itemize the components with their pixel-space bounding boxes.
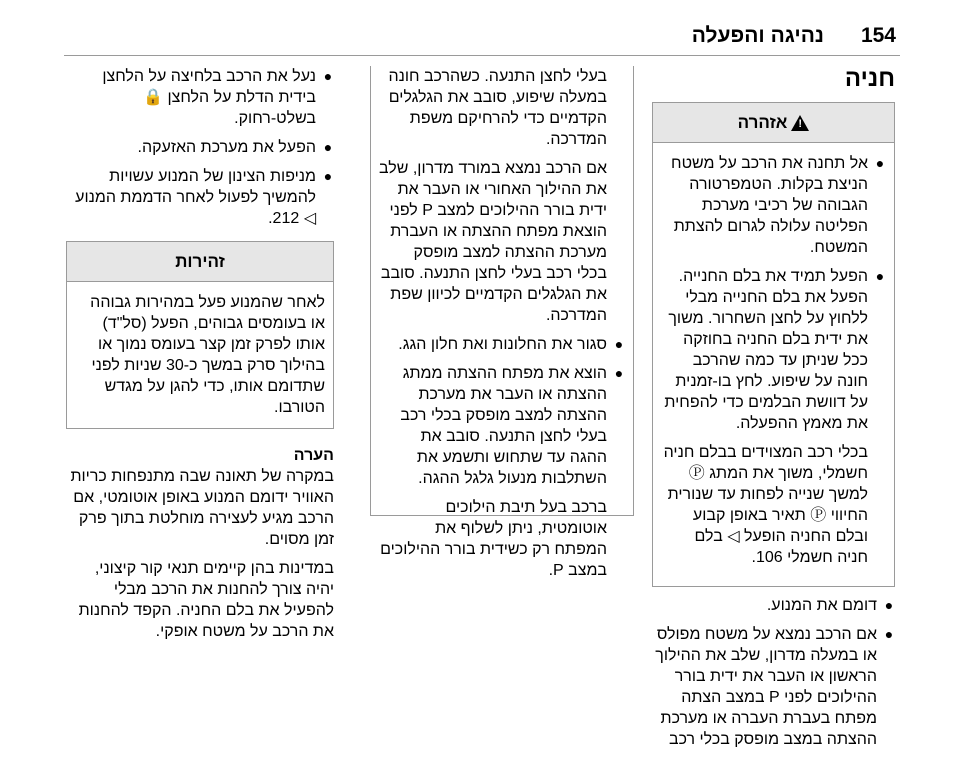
caution-header <box>67 242 333 282</box>
bullet-icon: ● <box>323 68 333 84</box>
paragraph: בעלי לחצן התנעה. כשהרכב חונה במעלה שיפוע, סובב את הגלגלים הקדמיים כדי להרחיקם משפת המדרכה. <box>388 68 607 148</box>
caution-title: זהירות <box>175 252 225 271</box>
note-paragraph: במקרה של תאונה שבה מתנפחות כריות האוויר ידומם המנוע באופן אוטומטי, אם הרכב מגיע לעצירה מוחלטת בתוך פרק זמן מסוים. <box>70 468 334 548</box>
warning-body <box>653 143 894 586</box>
left-column <box>66 66 334 650</box>
right-column <box>652 66 895 758</box>
caution-body: לאחר שהמנוע פעל במהירות גבוהה או בעומסים גבוהים, הפעל (סל"ד) אותו לפרק זמן קצר בעומס נמוך או בהילוך סרק במשך כ-30 שניות לפני שתדומם אותו, כדי להגן על מגדש הטורבו. <box>90 294 325 416</box>
bullet-icon: ● <box>323 139 333 155</box>
after-warning-list <box>652 595 895 750</box>
middle-box <box>370 66 634 579</box>
header-rule <box>64 55 900 56</box>
list-item: ● סגור את החלונות ואת חלון הגג. <box>398 336 624 353</box>
list-item: ● מניפות הצינון של המנוע עשויות להמשיך לפעול לאחר הדממת המנוע ◁ 212. <box>75 168 333 227</box>
caution-box <box>66 241 334 429</box>
automatic-transmission-paragraph: ברכב בעל תיבת הילוכים אוטומטית, ניתן לשלוף את המפתח רק כשידית בורר ההילוכים במצב P. <box>380 499 607 579</box>
bullet-icon: ● <box>884 626 894 642</box>
list-item: ● הפעל את מערכת האזעקה. <box>137 139 333 156</box>
bullet-icon: ● <box>614 336 624 352</box>
list-item: ● אם הרכב נמצא על משטח מפולס או במעלה מדרון, שלב את ההילוך הראשון או העבר את ידית בורר ההילוכים לפני P במצב הצתה מפתח בעברת העברה או מערכת ההצתה במצב מופסק בכלי רכב <box>655 626 894 748</box>
warning-box <box>652 102 895 587</box>
list-item: ● דומם את המנוע. <box>766 597 894 614</box>
section-title: חניה <box>844 65 895 92</box>
warning-header <box>653 103 894 143</box>
warning-bullet: ● הפעל תמיד את בלם החנייה. הפעל את בלם החנייה מבלי ללחוץ על לחצן השחרור. משוך את ידית בלם החניה בחוזקה ככל שניתן עד כמה שהרכב חונה על שיפוע. לחץ בו-זמנית על דוושת הבלמים כדי להפחית את מאמץ ההפעלה. <box>664 268 885 432</box>
running-title: נהיגה והפעלה <box>691 24 824 47</box>
note-title: הערה <box>293 447 334 464</box>
paragraph: אם הרכב נמצא במורד מדרון, שלב את ההילוך האחורי או העבר את ידית בורר ההילוכים למצב P לפני הוצאת מפתח ההצתה או העברת מערכת ההצתה למצב מופסק בכלי רכב בעלי לחצן התנעה. סובב את הגלגלים הקדמיים לכיוון שפת המדרכה. <box>379 160 607 324</box>
list-item: ● נעל את הרכב בלחיצה על הלחצן בידית הדלת על הלחצן 🔒 בשלט-רחוק. <box>102 68 333 127</box>
note-paragraph: במדינות בהן קיימים תנאי קור קיצוני, יהיה צורך להחנות את הרכב מבלי להפעיל את בלם החניה. הקפד להחנות את הרכב על משטח אופקי. <box>78 560 334 640</box>
bullet-icon: ● <box>323 168 333 184</box>
bullet-icon: ● <box>875 155 885 171</box>
page-header <box>0 0 960 60</box>
warning-bullet: ● אל תחנה את הרכב על משטח הניצת בקלות. הטמפרטורה הגבוהה של רכיבי מערכת הפליטה עלולה לגרום להצתת המשטח. <box>671 155 885 256</box>
epb-paragraph: בכלי רכב המצוידים בבלם חניה חשמלי, משוך את המתג Ⓟ למשך שנייה לפחות עד שנורית החיווי Ⓟ תאיר באופן קבוע ובלם החניה הופעל ◁ בלם חניה חשמלי 106. <box>663 444 868 566</box>
middle-column <box>370 66 634 579</box>
list-item: ● הוצא את מפתח ההצתה ממתג ההצתה או העבר את מערכת ההצתה למצב מופסק בכלי רכב בעלי לחצן התנעה. סובב את ההגה עד שתחוש ותשמע את השתלבות מנעול גלגל ההגה. <box>400 365 624 487</box>
bullet-icon: ● <box>614 365 624 381</box>
warning-triangle-icon: ! <box>791 115 809 131</box>
warning-title: אזהרה <box>737 113 788 132</box>
page-number: 154 <box>860 24 896 47</box>
bullet-icon: ● <box>884 597 894 613</box>
bullet-icon: ● <box>875 268 885 284</box>
